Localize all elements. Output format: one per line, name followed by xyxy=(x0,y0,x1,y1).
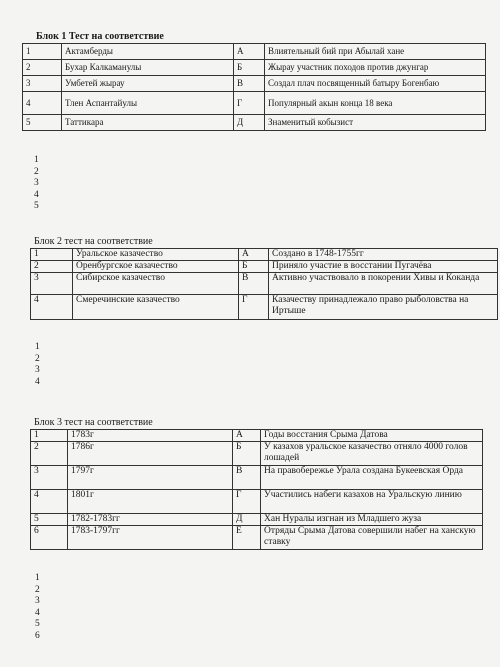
table-row xyxy=(31,430,483,442)
table-row xyxy=(23,76,486,92)
cell-right: Знаменитый кобызист xyxy=(265,115,486,131)
answer-number: 1 xyxy=(35,342,40,352)
table-row xyxy=(31,466,483,490)
cell-left: 1782-1783гг xyxy=(68,514,233,526)
cell-right: Хан Нуралы изгнан из Младшего жуза xyxy=(261,514,483,526)
answer-number: 3 xyxy=(35,596,40,606)
answer-number: 2 xyxy=(35,353,40,364)
cell-left: 1783-1797гг xyxy=(68,526,233,550)
cell-left: Сибирское казачество xyxy=(73,273,239,295)
cell-num: 1 xyxy=(23,44,62,60)
cell-right: Жырау участник походов против джунгар xyxy=(265,60,486,76)
block-1 xyxy=(22,31,486,131)
cell-num: 1 xyxy=(31,430,68,442)
cell-letter: А xyxy=(234,44,265,60)
answer-number: 4 xyxy=(35,376,40,387)
answer-number: 3 xyxy=(34,178,39,188)
block-3 xyxy=(30,417,483,550)
cell-left: Оренбургское казачество xyxy=(73,261,239,273)
block-3-answers xyxy=(35,573,40,642)
cell-left: Смеречинские казачество xyxy=(73,295,239,320)
answer-number: 2 xyxy=(34,166,39,177)
cell-letter: А xyxy=(239,249,269,261)
cell-letter: Г xyxy=(233,490,261,514)
cell-left: 1801г xyxy=(68,490,233,514)
cell-num: 5 xyxy=(23,115,62,131)
answer-number: 6 xyxy=(35,630,40,641)
cell-left: Таттикара xyxy=(62,115,234,131)
answer-number: 3 xyxy=(35,365,40,375)
cell-letter: Д xyxy=(234,115,265,131)
table-row xyxy=(31,442,483,466)
cell-right: Активно участвовало в покорении Хивы и Коканда xyxy=(269,273,498,295)
cell-right: Годы восстания Срыма Датова xyxy=(261,430,483,442)
cell-letter: В xyxy=(234,76,265,92)
cell-left: Актамберды xyxy=(62,44,234,60)
table-row xyxy=(31,526,483,550)
cell-right: На правобережье Урала создана Букеевская Орда xyxy=(261,466,483,490)
block-2-answers xyxy=(35,342,40,388)
cell-left: 1797г xyxy=(68,466,233,490)
cell-num: 4 xyxy=(23,92,62,115)
cell-letter: В xyxy=(239,273,269,295)
cell-num: 2 xyxy=(23,60,62,76)
cell-num: 2 xyxy=(31,442,68,466)
cell-letter: В xyxy=(233,466,261,490)
cell-left: Уральское казачество xyxy=(73,249,239,261)
block-2-table xyxy=(30,248,498,320)
table-row xyxy=(31,249,498,261)
table-row xyxy=(31,273,498,295)
answer-number: 1 xyxy=(34,155,39,165)
table-row xyxy=(31,490,483,514)
block-2-rows xyxy=(31,249,498,320)
block-2-title: Блок 2 тест на соответствие xyxy=(34,236,153,247)
block-3-table xyxy=(30,429,483,550)
cell-num: 3 xyxy=(31,273,73,295)
table-row xyxy=(23,92,486,115)
cell-letter: Б xyxy=(234,60,265,76)
cell-right: Влиятельный бий при Абылай хане xyxy=(265,44,486,60)
table-row xyxy=(23,60,486,76)
cell-letter: Б xyxy=(233,442,261,466)
cell-letter: Б xyxy=(239,261,269,273)
answer-number: 4 xyxy=(35,607,40,618)
block-3-title: Блок 3 тест на соответствие xyxy=(34,417,153,428)
cell-num: 2 xyxy=(31,261,73,273)
cell-left: Умбетей жырау xyxy=(62,76,234,92)
cell-num: 1 xyxy=(31,249,73,261)
cell-letter: Е xyxy=(233,526,261,550)
cell-right: У казахов уральское казачество отняло 4000 голов лошадей xyxy=(261,442,483,466)
block-1-table xyxy=(22,43,486,131)
block-2 xyxy=(30,236,498,320)
answer-number: 1 xyxy=(35,573,40,583)
cell-right: Участились набеги казахов на Уральскую линию xyxy=(261,490,483,514)
block-1-title: Блок 1 Тест на соответствие xyxy=(36,31,164,42)
cell-left: 1786г xyxy=(68,442,233,466)
table-row xyxy=(31,295,498,320)
cell-right: Отряды Срыма Датова совершили набег на ханскую ставку xyxy=(261,526,483,550)
cell-num: 4 xyxy=(31,490,68,514)
answer-number: 5 xyxy=(34,201,39,211)
answer-number: 2 xyxy=(35,584,40,595)
answer-number: 5 xyxy=(35,619,40,629)
table-row xyxy=(31,261,498,273)
cell-num: 4 xyxy=(31,295,73,320)
answer-number: 4 xyxy=(34,189,39,200)
cell-num: 3 xyxy=(23,76,62,92)
block-1-rows xyxy=(23,44,486,131)
block-1-answers xyxy=(34,155,39,213)
cell-letter: Г xyxy=(234,92,265,115)
cell-right: Казачеству принадлежало право рыболовства на Иртыше xyxy=(269,295,498,320)
cell-right: Популярный акын конца 18 века xyxy=(265,92,486,115)
cell-left: Бухар Калкаманулы xyxy=(62,60,234,76)
cell-num: 5 xyxy=(31,514,68,526)
cell-letter: А xyxy=(233,430,261,442)
cell-num: 3 xyxy=(31,466,68,490)
cell-left: Тлен Аспантайулы xyxy=(62,92,234,115)
block-3-rows xyxy=(31,430,483,550)
cell-right: Приняло участие в восстании Пугачёва xyxy=(269,261,498,273)
cell-letter: Г xyxy=(239,295,269,320)
table-row xyxy=(31,514,483,526)
table-row xyxy=(23,44,486,60)
cell-right: Создал плач посвященный батыру Богенбаю xyxy=(265,76,486,92)
cell-right: Создано в 1748-1755гг xyxy=(269,249,498,261)
table-row xyxy=(23,115,486,131)
cell-num: 6 xyxy=(31,526,68,550)
cell-left: 1783г xyxy=(68,430,233,442)
cell-letter: Д xyxy=(233,514,261,526)
